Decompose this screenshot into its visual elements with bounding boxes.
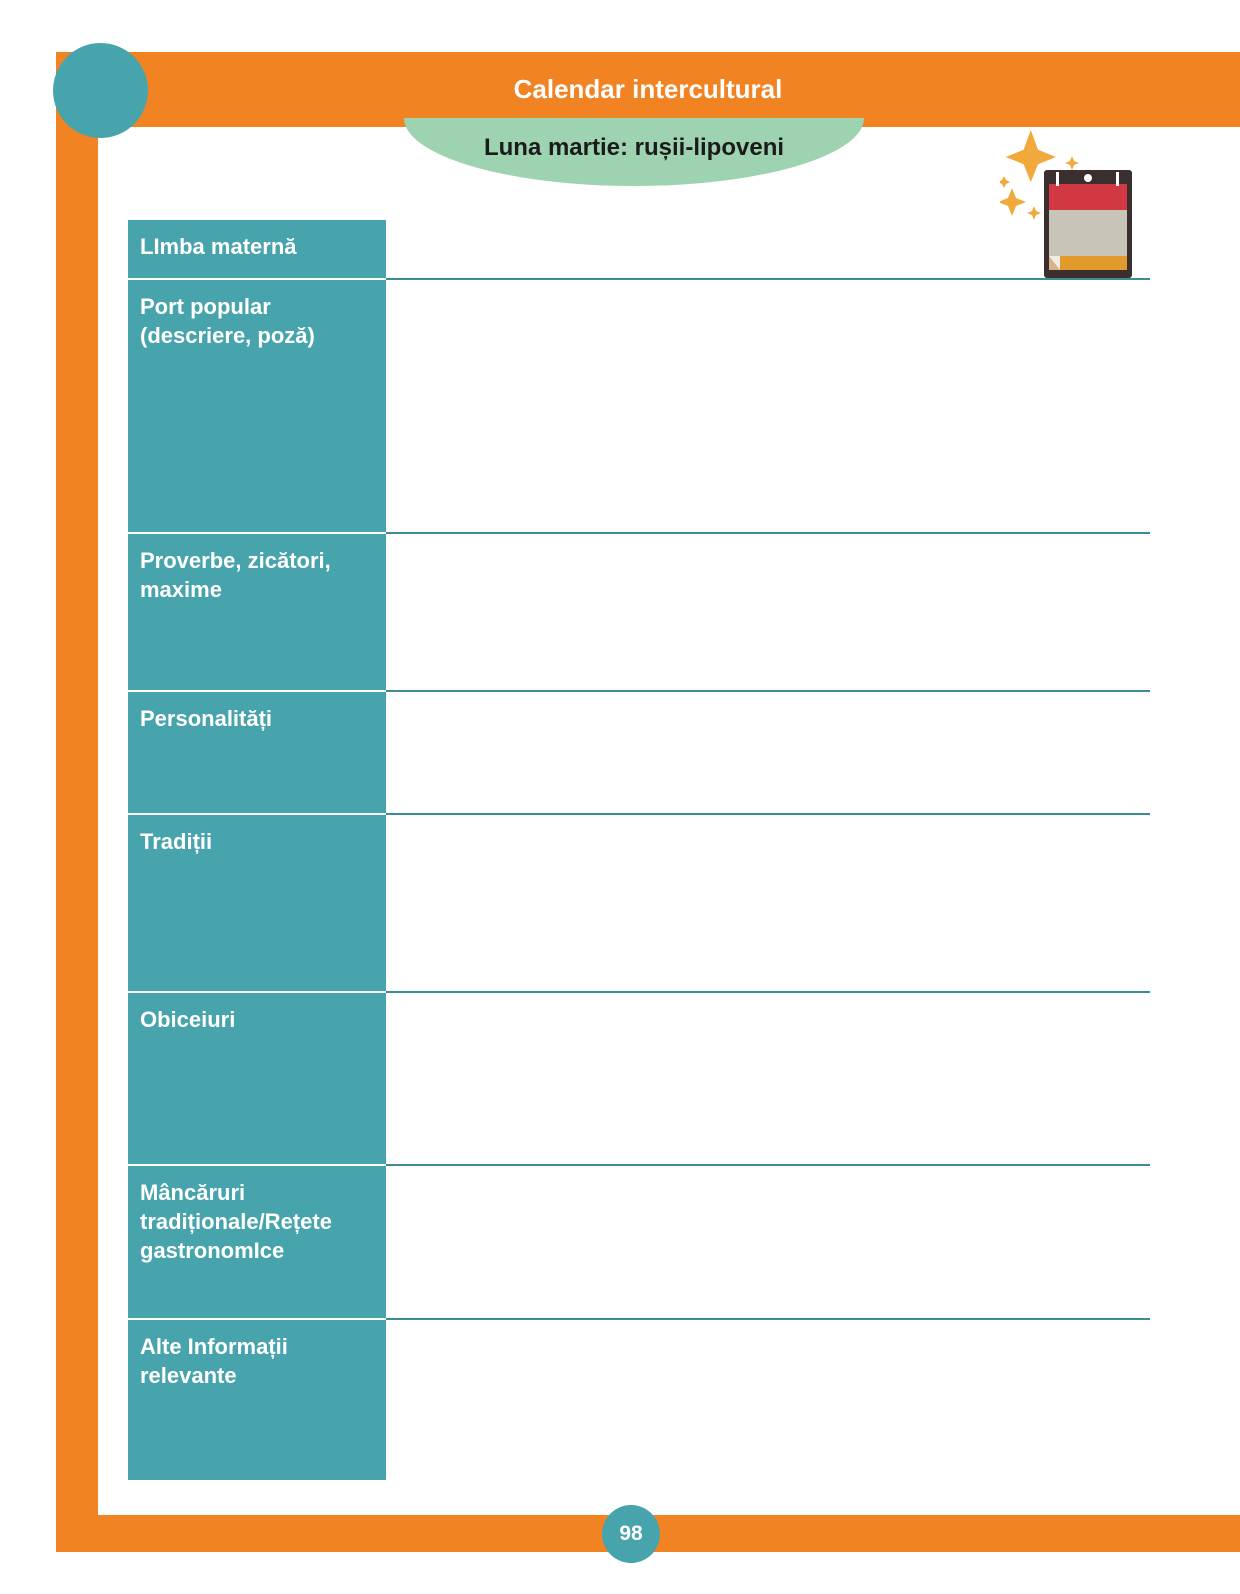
row-content-field[interactable] <box>386 993 1150 1166</box>
row-label: Mâncăruri tradiționale/Rețete gastronomIce <box>128 1166 386 1320</box>
page-number: 98 <box>602 1505 660 1563</box>
row-label: Port popular (descriere, poză) <box>128 280 386 534</box>
table-row <box>128 1320 1150 1480</box>
row-content-field[interactable] <box>386 1166 1150 1320</box>
row-label: Tradiții <box>128 815 386 993</box>
info-table <box>128 220 1150 1480</box>
page-subtitle: Luna martie: rușii-lipoveni <box>483 134 785 161</box>
row-content-field[interactable] <box>386 280 1150 534</box>
row-label: Alte Informații relevante <box>128 1320 386 1480</box>
row-content-field[interactable] <box>386 692 1150 815</box>
row-content-field[interactable] <box>386 815 1150 993</box>
table-row <box>128 1166 1150 1320</box>
table-row <box>128 815 1150 993</box>
left-frame-border <box>56 52 98 1552</box>
row-label: Proverbe, zicători, maxime <box>128 534 386 692</box>
table-row <box>128 993 1150 1166</box>
table-row <box>128 220 1150 280</box>
row-label: LImba maternă <box>128 220 386 280</box>
corner-circle-decoration <box>53 43 148 138</box>
row-label: Obiceiuri <box>128 993 386 1166</box>
page-title: Calendar intercultural <box>513 74 783 104</box>
table-row <box>128 280 1150 534</box>
subtitle-banner <box>404 118 864 186</box>
header-bar <box>56 52 1240 127</box>
row-content-field[interactable] <box>386 1320 1150 1480</box>
table-row <box>128 534 1150 692</box>
row-content-field[interactable] <box>386 534 1150 692</box>
table-row <box>128 692 1150 815</box>
row-content-field[interactable] <box>386 220 1150 280</box>
row-label: Personalități <box>128 692 386 815</box>
